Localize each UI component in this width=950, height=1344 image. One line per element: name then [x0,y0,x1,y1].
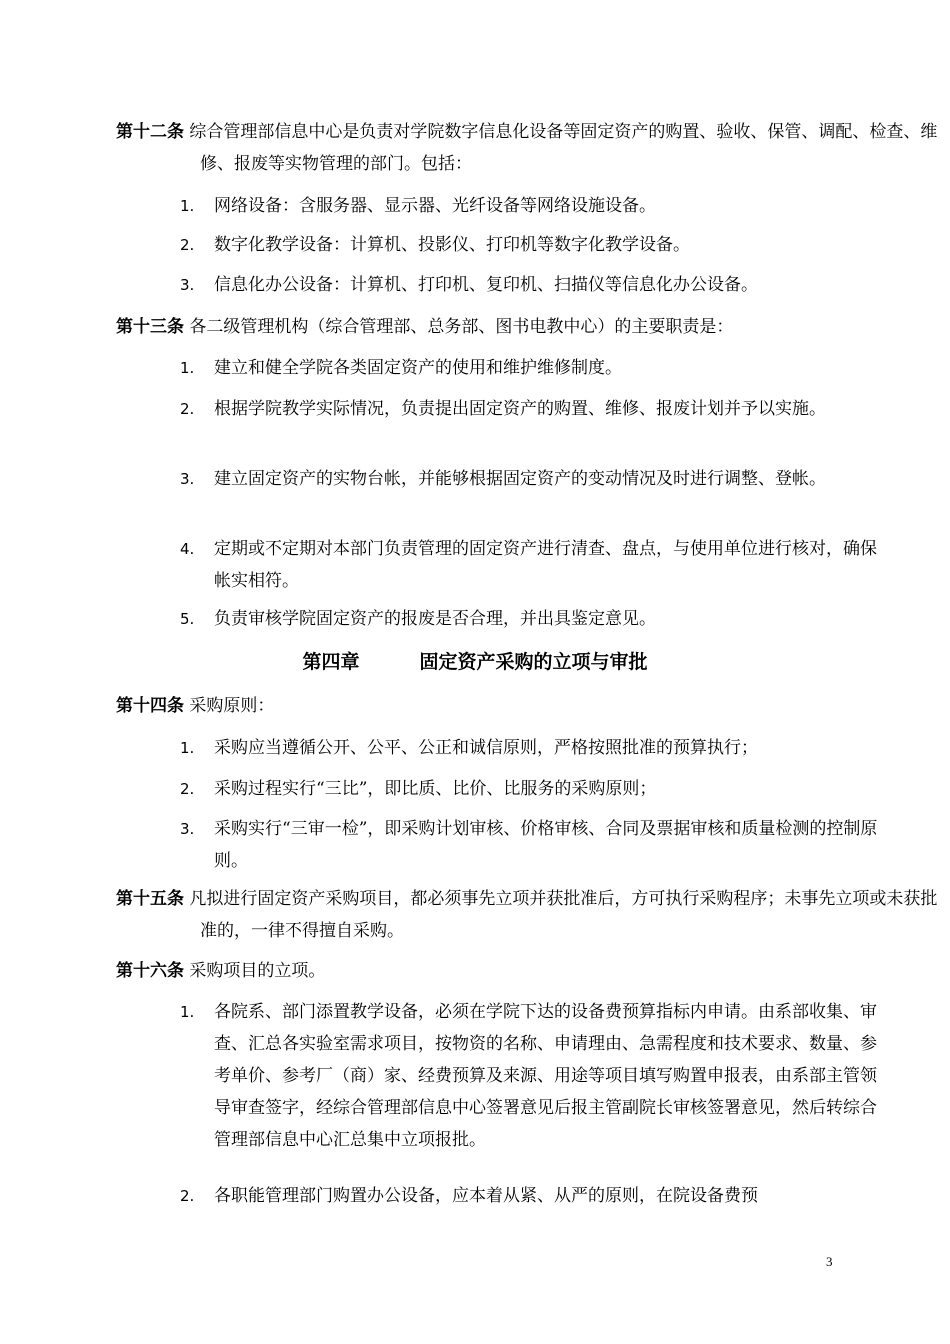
list-item [180,190,886,222]
article-text: 采购项目的立项。 [189,961,326,981]
chapter-title: 固定资产采购的立项与审批 [419,651,648,673]
item-text: 采购实行“三审一检”，即采购计划审核、价格审核、合同及票据审核和质量检测的控制原则。 [214,819,878,871]
item-number: 1. [180,197,195,215]
item-number: 2. [180,236,195,254]
list-item [180,773,886,805]
article-number: 第十三条 [116,317,184,337]
page-number: 3 [826,1254,833,1269]
list-item [180,393,886,425]
chapter-heading [0,646,950,678]
article-12 [116,116,940,180]
list-item [180,229,886,261]
list-item [180,533,886,597]
item-text: 各院系、部门添置教学设备，必须在学院下达的设备费预算指标内申请。由系部收集、审查、汇总各实验室需求项目，按物资的名称、申请理由、急需程度和技术要求、数量、参考单价、参考厂（商）家、经费预算及来源、用途等项目填写购置申报表，由系部主管领导审查签字，经综合管理部信息中心签署意见后报主管副院长审核签署意见，然后转综合管理部信息中心汇总集中立项报批。 [214,1002,877,1150]
list-item [180,352,886,384]
article-text: 综合管理部信息中心是负责对学院数字信息化设备等固定资产的购置、验收、保管、调配、检查、维修、报废等实物管理的部门。包括： [189,122,938,174]
item-text: 数字化教学设备：计算机、投影仪、打印机等数字化教学设备。 [214,235,690,255]
article-number: 第十六条 [116,961,184,981]
item-number: 2. [180,1187,195,1205]
item-text: 建立固定资产的实物台帐，并能够根据固定资产的变动情况及时进行调整、登帐。 [214,469,826,489]
article-number: 第十二条 [116,122,184,142]
list-item [180,1180,886,1212]
list-item [180,732,886,764]
item-number: 4. [180,540,195,558]
item-text: 负责审核学院固定资产的报废是否合理，并出具鉴定意见。 [214,609,656,629]
item-text: 采购应当遵循公开、公平、公正和诚信原则，严格按照批准的预算执行； [214,738,758,758]
item-number: 1. [180,1003,195,1021]
item-text: 信息化办公设备：计算机、打印机、复印机、扫描仪等信息化办公设备。 [214,275,758,295]
item-text: 采购过程实行“三比”，即比质、比价、比服务的采购原则； [214,779,657,799]
article-14 [116,690,940,722]
list-item [180,269,886,301]
article-15 [116,883,940,947]
item-number: 2. [180,400,195,418]
item-number: 1. [180,359,195,377]
chapter-number: 第四章 [302,651,360,673]
item-number: 5. [180,610,195,628]
list-item [180,603,886,635]
item-number: 2. [180,780,195,798]
item-number: 3. [180,820,195,838]
item-text: 根据学院教学实际情况，负责提出固定资产的购置、维修、报废计划并予以实施。 [214,399,826,419]
list-item [180,996,886,1156]
item-number: 3. [180,470,195,488]
article-13 [116,311,940,343]
item-text: 建立和健全学院各类固定资产的使用和维护维修制度。 [214,358,622,378]
list-item [180,463,886,495]
item-text: 定期或不定期对本部门负责管理的固定资产进行清查、盘点，与使用单位进行核对，确保帐实相符。 [214,539,877,591]
item-number: 1. [180,739,195,757]
article-text: 各二级管理机构（综合管理部、总务部、图书电教中心）的主要职责是： [189,317,734,337]
list-item [180,813,886,877]
article-text: 采购原则： [189,696,275,716]
article-16 [116,955,940,987]
article-number: 第十四条 [116,696,184,716]
article-text: 凡拟进行固定资产采购项目，都必须事先立项并获批准后，方可执行采购程序；未事先立项或未获批准的，一律不得擅自采购。 [189,889,938,941]
item-number: 3. [180,276,195,294]
item-text: 网络设备：含服务器、显示器、光纤设备等网络设施设备。 [214,196,656,216]
item-text: 各职能管理部门购置办公设备，应本着从紧、从严的原则，在院设备费预 [214,1186,758,1206]
article-number: 第十五条 [116,889,184,909]
